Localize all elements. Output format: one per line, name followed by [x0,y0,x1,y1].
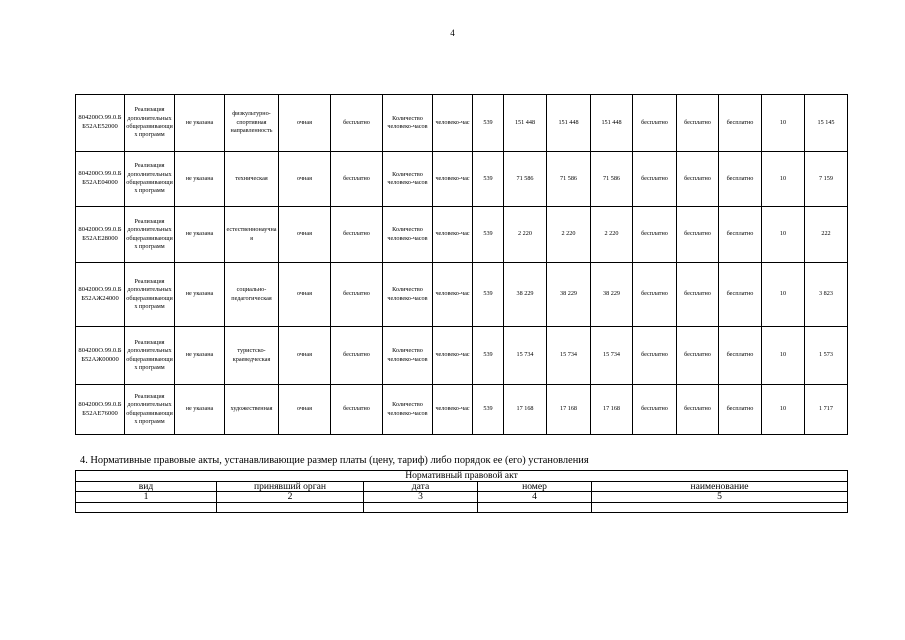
cell-value-year-3: 151 448 [591,95,633,152]
cell-price-year-3: бесплатно [719,385,762,435]
cell-price-year-1: бесплатно [633,207,677,263]
acts-empty-cell [217,502,364,512]
cell-indicator-name: Количество человеко-часов [383,385,433,435]
cell-direction: естественнонаучная [225,207,279,263]
cell-direction: социально-педагогическая [225,263,279,327]
cell-form: очная [279,207,331,263]
table-row [76,95,848,152]
cell-payment: бесплатно [331,152,383,207]
cell-allowed-deviation-percent: 10 [762,385,805,435]
cell-price-year-1: бесплатно [633,385,677,435]
cell-category: не указана [175,152,225,207]
cell-form: очная [279,327,331,385]
acts-column-number: 1 [76,492,217,503]
acts-column-number: 4 [478,492,592,503]
cell-indicator-name: Количество человеко-часов [383,327,433,385]
cell-form: очная [279,152,331,207]
cell-category: не указана [175,95,225,152]
acts-column-header: дата [364,481,478,492]
cell-payment: бесплатно [331,327,383,385]
cell-unit: человеко-час [433,327,473,385]
page-number: 4 [450,28,455,38]
cell-okei-code: 539 [473,95,504,152]
cell-allowed-deviation-percent: 10 [762,263,805,327]
cell-service-content: Реализация дополнительных общеразвивающих программ [125,327,175,385]
cell-okei-code: 539 [473,385,504,435]
cell-registry-code: 804200О.99.0.ББ52АЕ28000 [76,207,125,263]
cell-allowed-deviation-abs: 3 823 [805,263,848,327]
cell-allowed-deviation-abs: 1 717 [805,385,848,435]
cell-category: не указана [175,327,225,385]
cell-value-year-2: 71 586 [547,152,591,207]
cell-price-year-2: бесплатно [677,95,719,152]
cell-payment: бесплатно [331,95,383,152]
cell-direction: художественная [225,385,279,435]
cell-value-year-2: 2 220 [547,207,591,263]
cell-unit: человеко-час [433,152,473,207]
acts-column-header: принявший орган [217,481,364,492]
cell-payment: бесплатно [331,263,383,327]
cell-value-year-1: 71 586 [504,152,547,207]
cell-value-year-2: 151 448 [547,95,591,152]
cell-okei-code: 539 [473,327,504,385]
cell-unit: человеко-час [433,95,473,152]
cell-value-year-1: 2 220 [504,207,547,263]
cell-okei-code: 539 [473,152,504,207]
acts-column-number: 3 [364,492,478,503]
cell-value-year-1: 151 448 [504,95,547,152]
cell-allowed-deviation-abs: 222 [805,207,848,263]
acts-column-number: 2 [217,492,364,503]
cell-service-content: Реализация дополнительных общеразвивающих программ [125,207,175,263]
cell-price-year-1: бесплатно [633,327,677,385]
acts-empty-cell [478,502,592,512]
cell-form: очная [279,263,331,327]
cell-value-year-2: 38 229 [547,263,591,327]
cell-direction: физкультурно-спортивная направленность [225,95,279,152]
acts-empty-cell [364,502,478,512]
cell-category: не указана [175,263,225,327]
cell-service-content: Реализация дополнительных общеразвивающих программ [125,385,175,435]
cell-category: не указана [175,385,225,435]
cell-payment: бесплатно [331,207,383,263]
cell-allowed-deviation-abs: 15 145 [805,95,848,152]
cell-category: не указана [175,207,225,263]
cell-price-year-2: бесплатно [677,263,719,327]
cell-service-content: Реализация дополнительных общеразвивающих программ [125,152,175,207]
table-row [76,385,848,435]
cell-registry-code: 804200О.99.0.ББ52АЕ04000 [76,152,125,207]
cell-direction: техническая [225,152,279,207]
acts-column-header: номер [478,481,592,492]
cell-value-year-2: 17 168 [547,385,591,435]
service-volume-table [75,94,848,435]
cell-unit: человеко-час [433,385,473,435]
cell-price-year-3: бесплатно [719,95,762,152]
cell-form: очная [279,95,331,152]
cell-value-year-3: 2 220 [591,207,633,263]
cell-price-year-1: бесплатно [633,152,677,207]
acts-column-number: 5 [592,492,848,503]
cell-okei-code: 539 [473,263,504,327]
cell-price-year-2: бесплатно [677,207,719,263]
cell-price-year-2: бесплатно [677,385,719,435]
cell-allowed-deviation-abs: 7 159 [805,152,848,207]
cell-registry-code: 804200О.99.0.ББ52АЕ52000 [76,95,125,152]
table-row [76,263,848,327]
cell-registry-code: 804200О.99.0.ББ52АЖ00000 [76,327,125,385]
cell-unit: человеко-час [433,207,473,263]
cell-payment: бесплатно [331,385,383,435]
section-4-title: 4. Нормативные правовые акты, устанавливающие размер платы (цену, тариф) либо порядок ее (его) установления [80,455,589,466]
cell-indicator-name: Количество человеко-часов [383,263,433,327]
cell-registry-code: 804200О.99.0.ББ52АЕ76000 [76,385,125,435]
cell-service-content: Реализация дополнительных общеразвивающих программ [125,95,175,152]
cell-form: очная [279,385,331,435]
cell-price-year-2: бесплатно [677,152,719,207]
cell-unit: человеко-час [433,263,473,327]
acts-empty-cell [76,502,217,512]
cell-price-year-1: бесплатно [633,95,677,152]
cell-value-year-3: 71 586 [591,152,633,207]
acts-header: Нормативный правовой акт [76,471,848,482]
cell-indicator-name: Количество человеко-часов [383,152,433,207]
cell-indicator-name: Количество человеко-часов [383,95,433,152]
cell-allowed-deviation-percent: 10 [762,207,805,263]
cell-price-year-2: бесплатно [677,327,719,385]
cell-value-year-1: 17 168 [504,385,547,435]
table-row [76,207,848,263]
cell-value-year-3: 17 168 [591,385,633,435]
acts-column-header: наименование [592,481,848,492]
cell-registry-code: 804200О.99.0.ББ52АЖ24000 [76,263,125,327]
cell-price-year-3: бесплатно [719,152,762,207]
cell-allowed-deviation-percent: 10 [762,95,805,152]
acts-column-header: вид [76,481,217,492]
cell-price-year-3: бесплатно [719,327,762,385]
table-row [76,152,848,207]
cell-price-year-3: бесплатно [719,207,762,263]
cell-price-year-3: бесплатно [719,263,762,327]
cell-okei-code: 539 [473,207,504,263]
cell-allowed-deviation-percent: 10 [762,327,805,385]
acts-empty-cell [592,502,848,512]
normative-acts-table [75,470,848,513]
cell-allowed-deviation-abs: 1 573 [805,327,848,385]
cell-service-content: Реализация дополнительных общеразвивающих программ [125,263,175,327]
cell-allowed-deviation-percent: 10 [762,152,805,207]
cell-value-year-1: 38 229 [504,263,547,327]
cell-indicator-name: Количество человеко-часов [383,207,433,263]
table-row [76,327,848,385]
cell-value-year-2: 15 734 [547,327,591,385]
cell-value-year-3: 38 229 [591,263,633,327]
cell-value-year-1: 15 734 [504,327,547,385]
cell-price-year-1: бесплатно [633,263,677,327]
cell-direction: туристско-краеведческая [225,327,279,385]
cell-value-year-3: 15 734 [591,327,633,385]
